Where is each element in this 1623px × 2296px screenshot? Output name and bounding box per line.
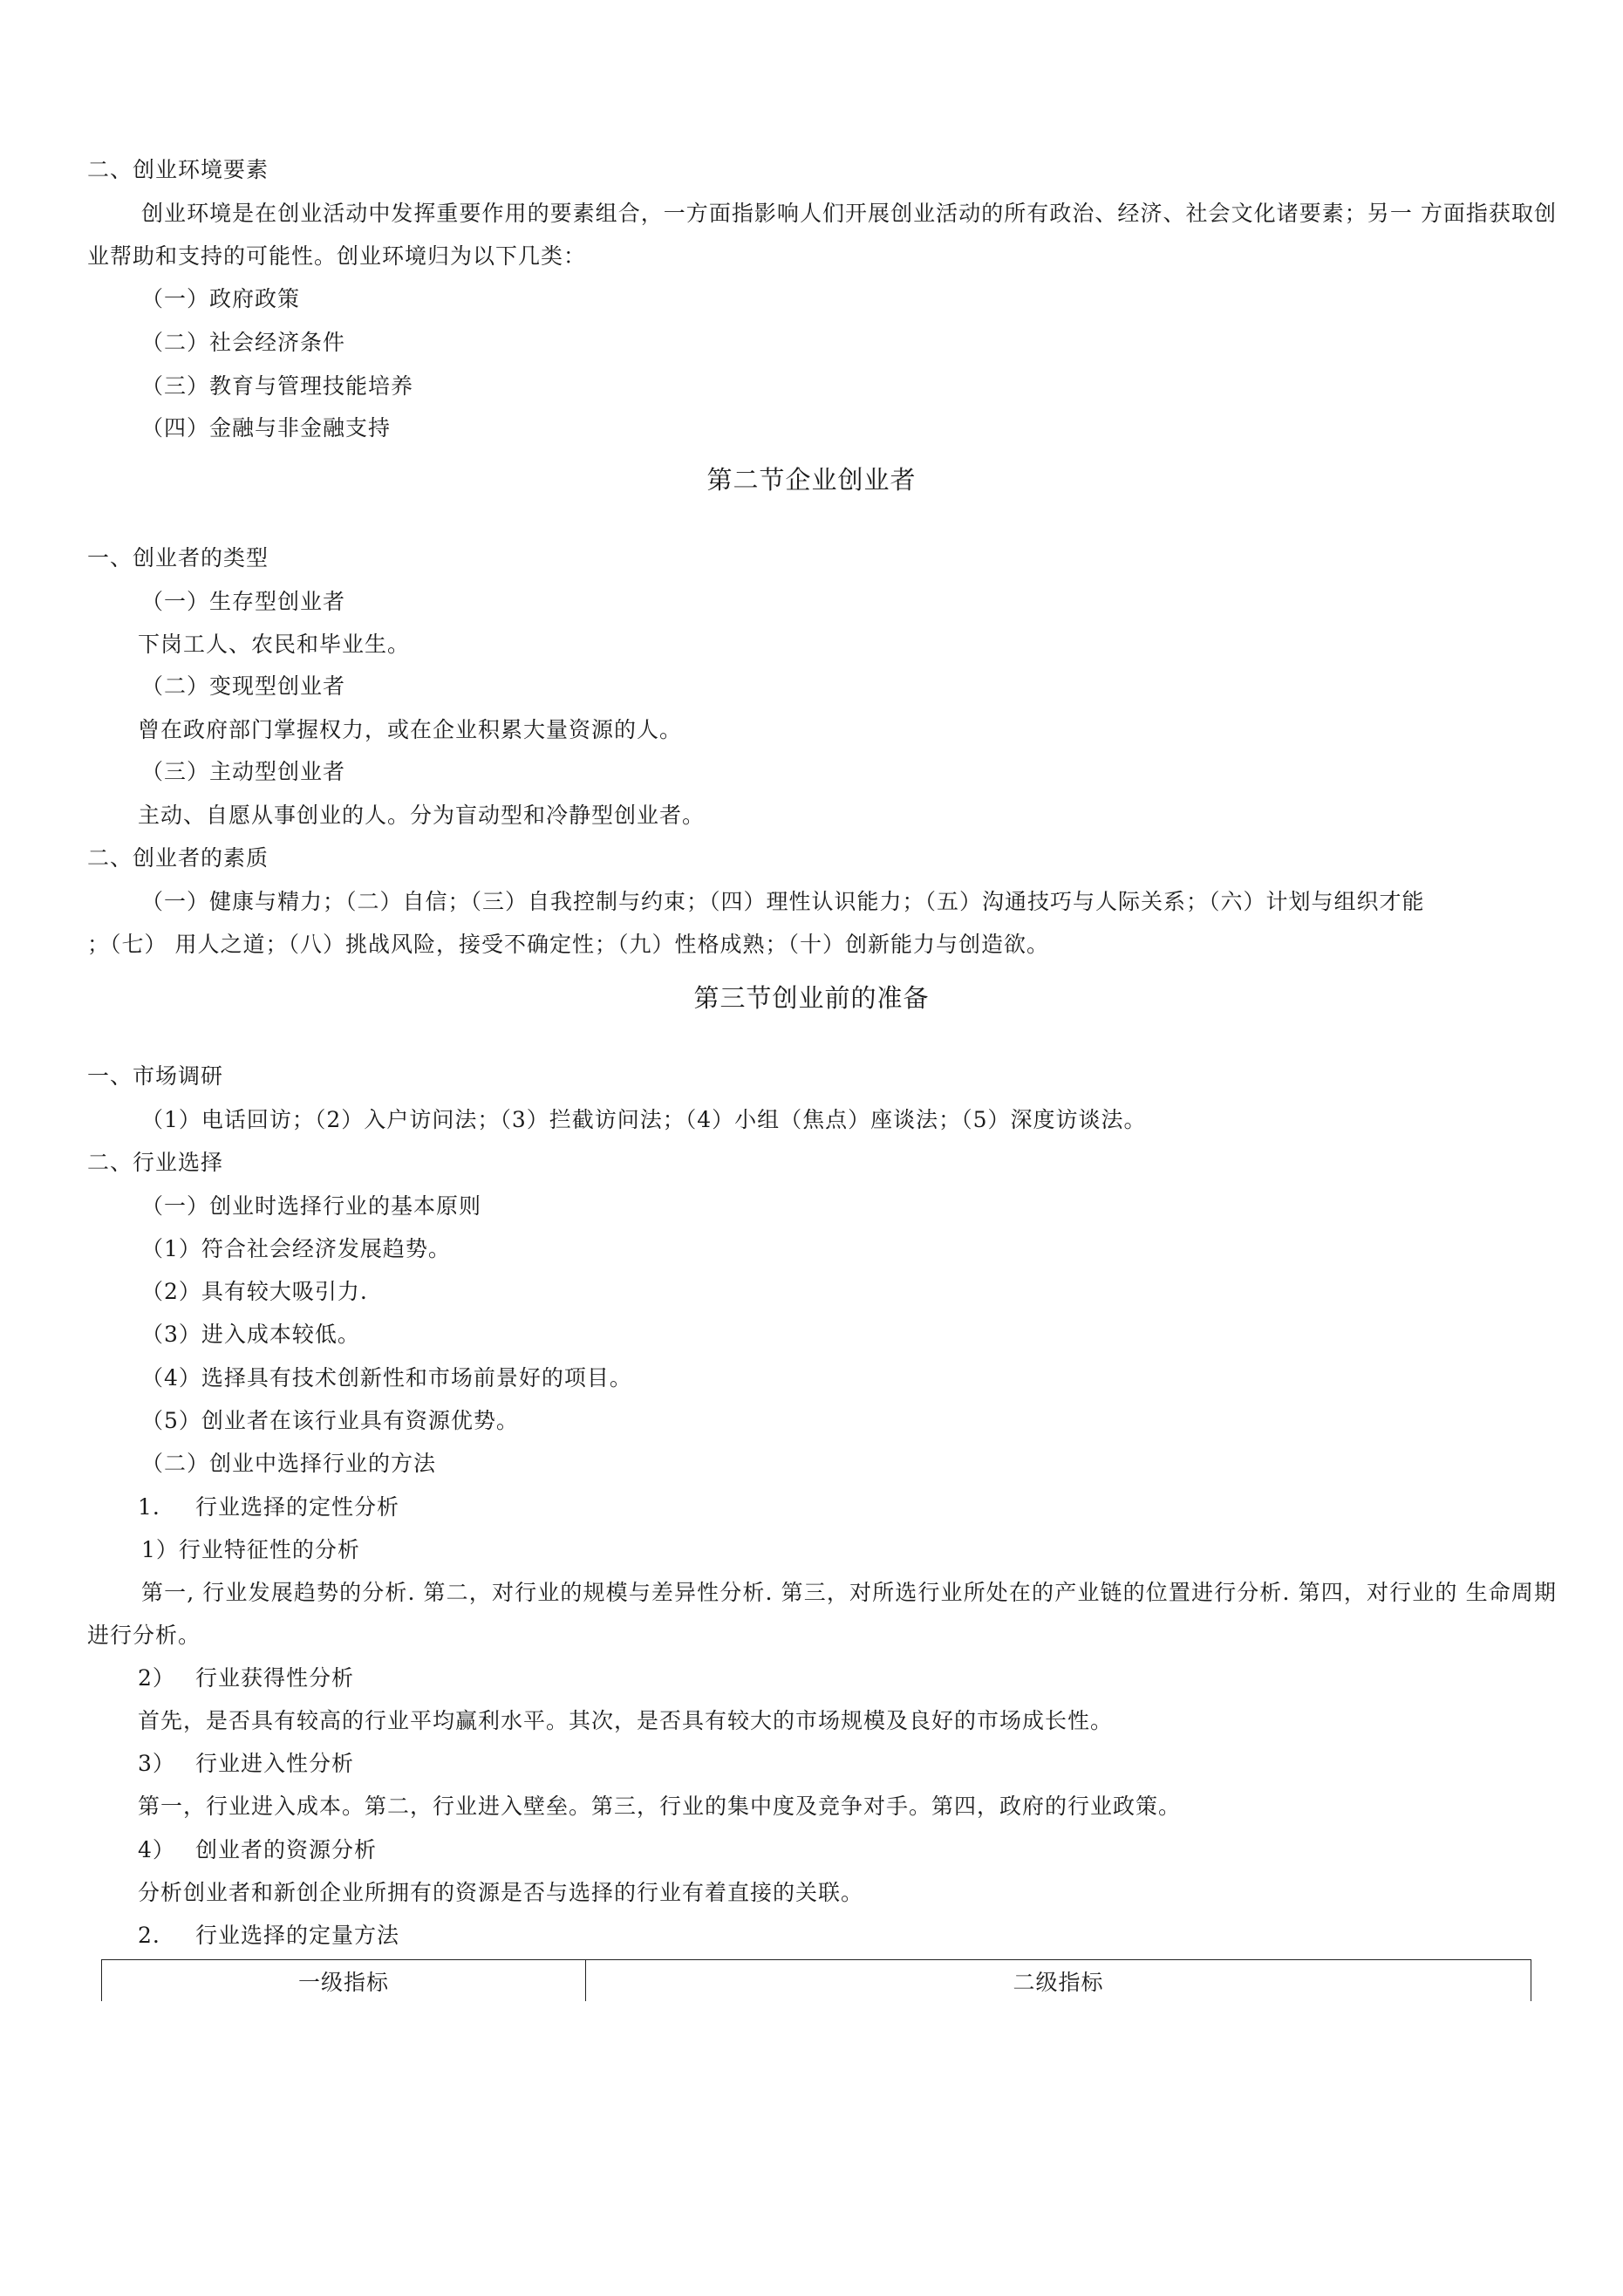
paragraph-industry-characteristics: 第一, 行业发展趋势的分析. 第二，对行业的规模与差异性分析. 第三，对所选行业所处在的产业链的位置进行分析. 第四，对行业的 生命周期进行分析。: [87, 1580, 1557, 1648]
type-conversion: （二）变现型创业者: [141, 673, 346, 699]
env-item-1: （一）政府政策: [141, 286, 301, 311]
principle-1: （1）符合社会经济发展趋势。: [141, 1236, 451, 1261]
type-conversion-desc: 曾在政府部门掌握权力，或在企业积累大量资源的人。: [138, 717, 683, 742]
sub-profitability-number: 2）: [138, 1665, 175, 1691]
type-active-desc: 主动、自愿从事创业的人。分为盲动型和冷静型创业者。: [138, 803, 706, 828]
heading-entrepreneurial-environment: 二、创业环境要素: [87, 157, 269, 182]
type-active: （三）主动型创业者: [141, 759, 346, 784]
heading-industry-selection: 二、行业选择: [87, 1150, 224, 1175]
env-item-2: （二）社会经济条件: [141, 330, 346, 355]
heading-market-research: 一、市场调研: [87, 1063, 224, 1089]
sub-industry-characteristics: 1）行业特征性的分析: [141, 1537, 360, 1562]
methods-title: （二）创业中选择行业的方法: [141, 1451, 437, 1476]
section-title-entrepreneurs: 第二节企业创业者: [706, 465, 917, 495]
sub-entry-number: 3）: [138, 1751, 175, 1776]
method-qualitative: [138, 1496, 399, 1518]
method-quantitative: [138, 1924, 399, 1946]
method-qualitative-label: 行业选择的定性分析: [195, 1494, 400, 1520]
paragraph-environment: 创业环境是在创业活动中发挥重要作用的要素组合，一方面指影响人们开展创业活动的所有政治、经济、社会文化诸要素；另一 方面指获取创业帮助和支持的可能性。创业环境归为以下几类：: [87, 201, 1557, 269]
qualities-line-1: （一）健康与精力；（二）自信；（三）自我控制与约束；（四）理性认识能力；（五）沟通技巧与人际关系；（六）计划与组织才能: [141, 889, 1425, 914]
table-header-level1: 一级指标: [102, 1960, 586, 2001]
heading-entrepreneur-types: 一、创业者的类型: [87, 545, 269, 571]
sub-entry-desc: 第一，行业进入成本。第二，行业进入壁垒。第三，行业的集中度及竞争对手。第四，政府的行业政策。: [138, 1794, 1182, 1819]
type-survival-desc: 下岗工人、农民和毕业生。: [138, 632, 411, 657]
principle-2: （2）具有较大吸引力.: [141, 1279, 368, 1304]
env-item-3: （三）教育与管理技能培养: [141, 373, 414, 399]
principle-4: （4）选择具有技术创新性和市场前景好的项目。: [141, 1365, 632, 1391]
sub-industry-profitability: [138, 1667, 354, 1689]
sub-entry-label: 行业进入性分析: [195, 1751, 355, 1776]
heading-entrepreneur-qualities: 二、创业者的素质: [87, 845, 269, 871]
sub-resource-analysis: [138, 1839, 377, 1861]
method-quantitative-number: 2.: [138, 1923, 160, 1948]
type-survival: （一）生存型创业者: [141, 589, 346, 614]
table-header-level2: 二级指标: [1013, 1969, 1104, 1995]
indicator-table: [101, 1959, 1531, 2001]
method-qualitative-number: 1.: [138, 1494, 160, 1520]
principles-title: （一）创业时选择行业的基本原则: [141, 1193, 482, 1219]
principle-5: （5）创业者在该行业具有资源优势。: [141, 1408, 519, 1433]
principle-3: （3）进入成本较低。: [141, 1322, 360, 1347]
env-item-4: （四）金融与非金融支持: [141, 415, 392, 441]
method-quantitative-label: 行业选择的定量方法: [195, 1923, 400, 1948]
sub-resource-label: 创业者的资源分析: [195, 1837, 378, 1862]
sub-profitability-desc: 首先，是否具有较高的行业平均赢利水平。其次，是否具有较大的市场规模及良好的市场成长性。: [138, 1708, 1114, 1733]
sub-industry-entry: [138, 1753, 354, 1774]
sub-profitability-label: 行业获得性分析: [195, 1665, 355, 1691]
sub-resource-desc: 分析创业者和新创企业所拥有的资源是否与选择的行业有着直接的关联。: [138, 1880, 864, 1905]
sub-resource-number: 4）: [138, 1837, 175, 1862]
qualities-line-2: ；（七） 用人之道；（八）挑战风险，接受不确定性；（九）性格成熟；（十）创新能力与创造欲。: [87, 932, 1049, 957]
market-research-methods: （1）电话回访；（2）入户访问法；（3）拦截访问法；（4）小组（焦点）座谈法；（5）深度访谈法。: [141, 1107, 1147, 1132]
section-title-preparation: 第三节创业前的准备: [693, 983, 930, 1013]
